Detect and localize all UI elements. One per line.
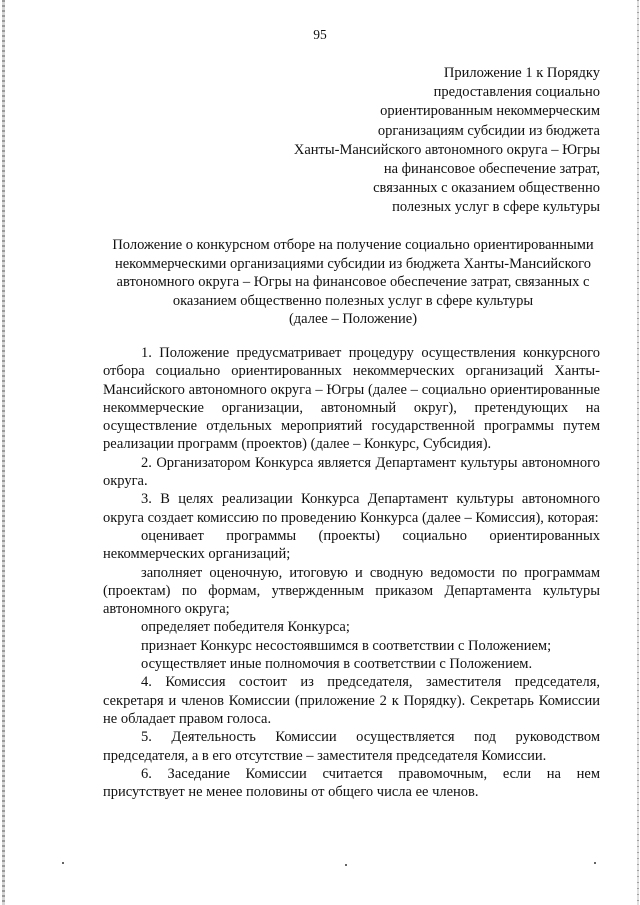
appendix-line: на финансовое обеспечение затрат, [383,161,600,178]
paragraph-4: 4. Комиссия состоит из председателя, заместителя председателя, секретаря и членов Комиссии (приложение 2 к Порядку). Секретарь Комиссии не обладает правом голоса. [103,674,600,727]
document-title [94,236,612,329]
scan-edge-left [2,0,5,905]
appendix-line: организациям субсидии из бюджета [377,122,600,139]
title-line: Положение о конкурсном отборе на получение социально ориентированными [112,237,594,253]
appendix-line: связанных с оказанием общественно [373,180,600,197]
page-number: 95 [313,27,327,42]
appendix-header [200,64,600,218]
paragraph-3: 3. В целях реализации Конкурса Департамент культуры автономного округа создает комиссию по проведению Конкурса (далее – Комиссия), которая: [103,491,600,526]
paragraph-6: 6. Заседание Комиссии считается правомочным, если на нем присутствует не менее половины от общего числа ее членов. [103,765,600,801]
appendix-line: ориентированным некоммерческим [380,103,600,120]
scan-speck [594,862,596,864]
appendix-line: Ханты-Мансийского автономного округа – Югры [293,141,600,158]
appendix-line: Приложение 1 к Порядку [443,65,600,81]
appendix-line: предоставления социально [433,84,600,101]
appendix-line: полезных услуг в сфере культуры [392,199,600,216]
scan-speck [62,862,64,864]
paragraph-3-item-evaluate: оценивает программы (проекты) социально ориентированных некоммерческих организаций; [103,527,600,563]
title-line: некоммерческими организациями субсидии из бюджета Ханты-Мансийского [114,255,591,272]
paragraph-3-item-fill-sheets: заполняет оценочную, итоговую и сводную ведомости по программам (проектам) по формам, утвержденным приказом Департамента культуры автономного округа; [103,564,600,618]
title-line: (далее – Положение) [288,311,418,328]
paragraph-5: 5. Деятельность Комиссии осуществляется под руководством председателя, а в его отсутствие – заместителя председателя Комиссии. [103,729,600,764]
scan-speck [345,864,347,866]
paragraph-1: 1. Положение предусматривает процедуру осуществления конкурсного отбора социально ориентированных некоммерческих организаций Ханты-Мансийского автономного округа – Югры (далее – социально ориентированные некоммерческие организации, автономный округ), претендующих на осуществление отдельных мероприятий государственной программы путем реализации программ (проектов) (далее – Конкурс, Субсидия). [103,345,600,453]
paragraph-3-item-invalid: признает Конкурс несостоявшимся в соответствии с Положением; [141,637,552,654]
scan-edge-right [637,0,639,905]
title-line: оказанием общественно полезных услуг в сфере культуры [172,292,534,309]
paragraph-3-item-winner: определяет победителя Конкурса; [141,619,350,636]
paragraph-2: 2. Организатором Конкурса является Департамент культуры автономного округа. [103,454,600,490]
document-body [103,344,600,801]
paragraph-3-item-other: осуществляет иные полномочия в соответствии с Положением. [141,656,533,673]
title-line: автономного округа – Югры на финансовое обеспечение затрат, связанных с [116,274,590,291]
